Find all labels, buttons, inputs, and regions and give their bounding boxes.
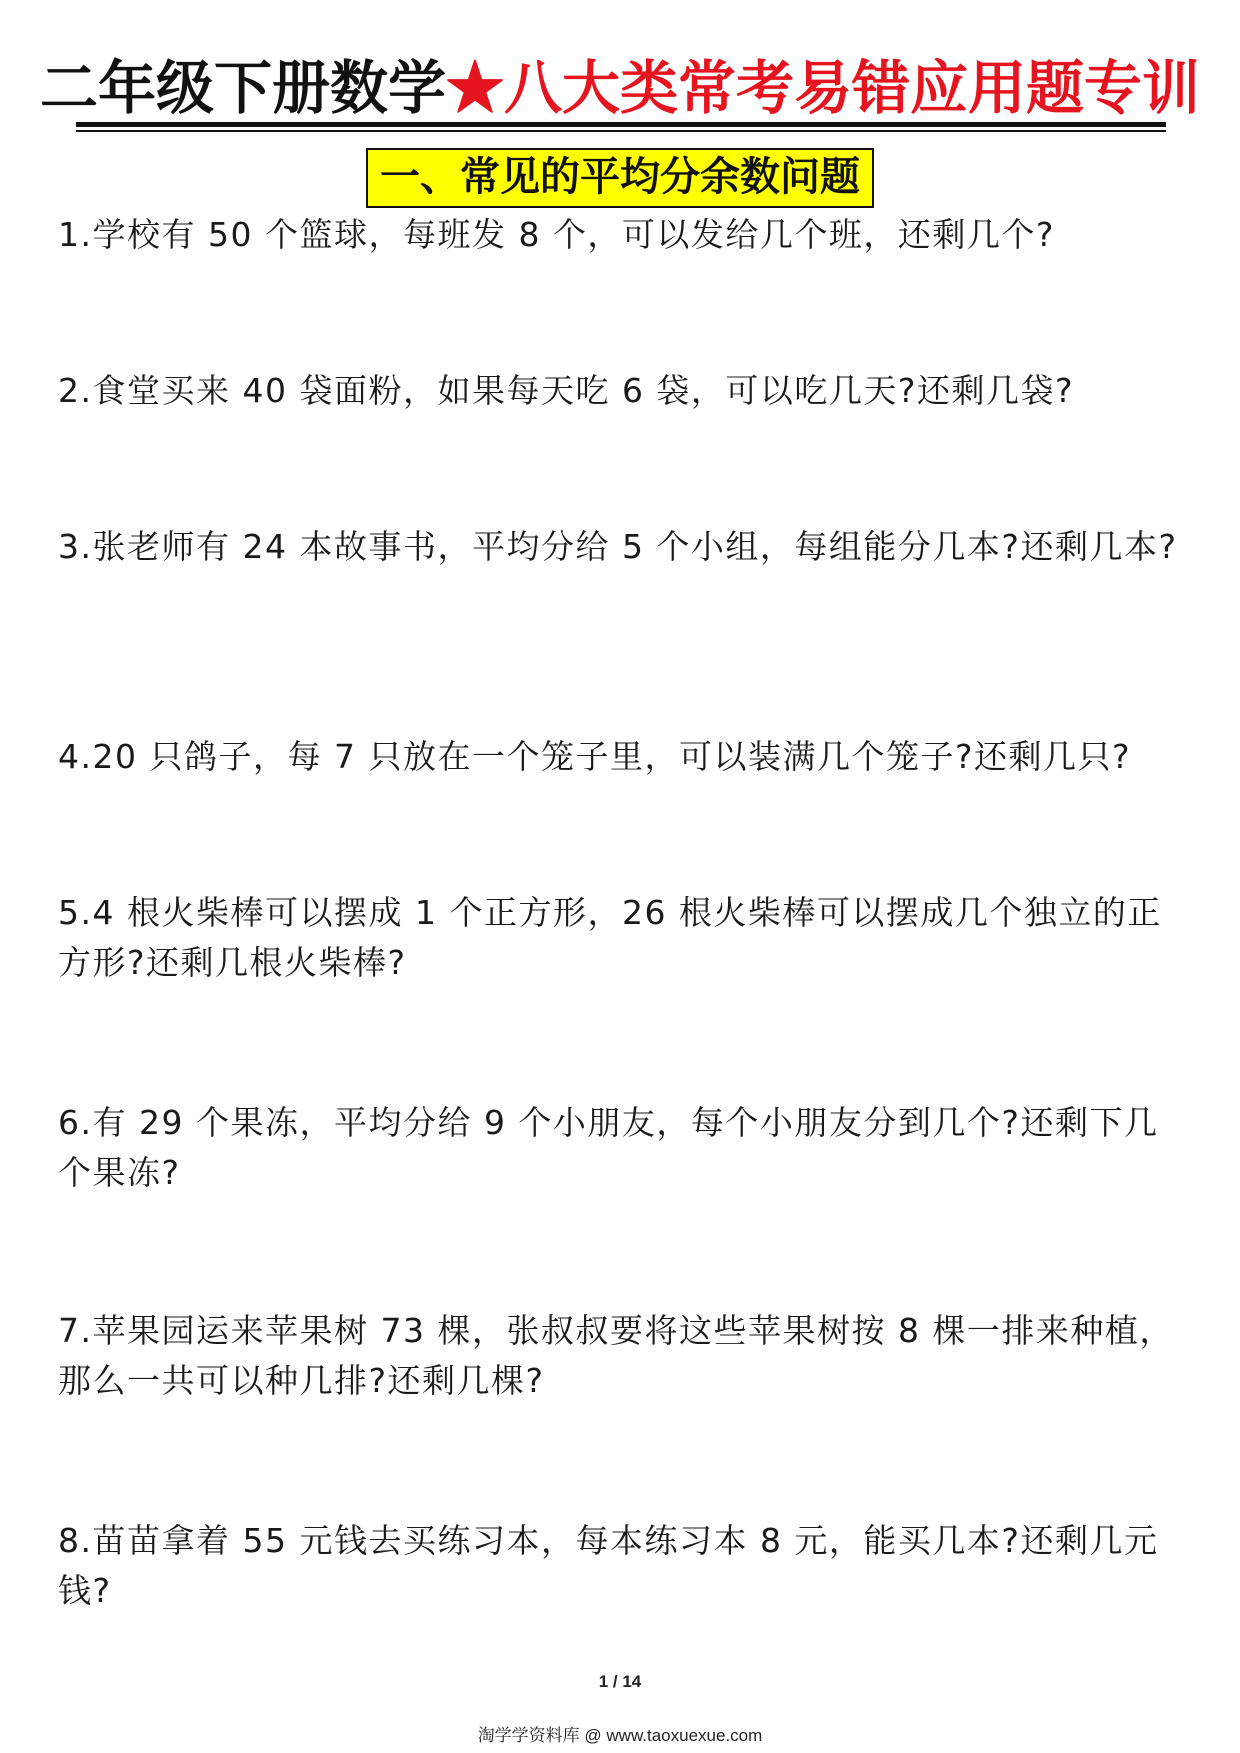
question-item: 7.苹果园运来苹果树 73 棵，张叔叔要将这些苹果树按 8 棵一排来种植，那么一共可以种几排?还剩几棵?	[58, 1311, 1174, 1400]
question-item: 4.20 只鸽子，每 7 只放在一个笼子里，可以装满几个笼子?还剩几只?	[58, 737, 1131, 776]
section-heading-container	[0, 148, 1240, 208]
question-item: 8.苗苗拿着 55 元钱去买练习本，每本练习本 8 元，能买几本?还剩几元钱?	[58, 1521, 1159, 1610]
page-title	[0, 48, 1240, 128]
footer-source: 淘学学资料库 @ www.taoxuexue.com	[477, 1726, 763, 1745]
star-icon: ★	[445, 54, 504, 122]
title-underline-thick	[76, 122, 1166, 127]
title-underline-thin	[76, 130, 1166, 132]
question-item: 6.有 29 个果冻，平均分给 9 个小朋友，每个小朋友分到几个?还剩下几个果冻?	[58, 1103, 1159, 1192]
question-item: 5.4 根火柴棒可以摆成 1 个正方形，26 根火柴棒可以摆成几个独立的正方形?还剩几根火柴棒?	[58, 893, 1162, 982]
question-item: 2.食堂买来 40 袋面粉，如果每天吃 6 袋，可以吃几天?还剩几袋?	[58, 371, 1074, 410]
question-item: 3.张老师有 24 本故事书，平均分给 5 个小组，每组能分几本?还剩几本?	[58, 527, 1178, 566]
page-title-grade: 二年级下册数学	[39, 54, 446, 122]
page-number: 1 / 14	[598, 1672, 642, 1691]
section-heading: 一、常见的平均分余数问题	[366, 148, 874, 208]
page-title-topic: 八大类常考易错应用题专训	[504, 54, 1201, 122]
question-item: 1.学校有 50 个篮球，每班发 8 个，可以发给几个班，还剩几个?	[58, 215, 1055, 254]
